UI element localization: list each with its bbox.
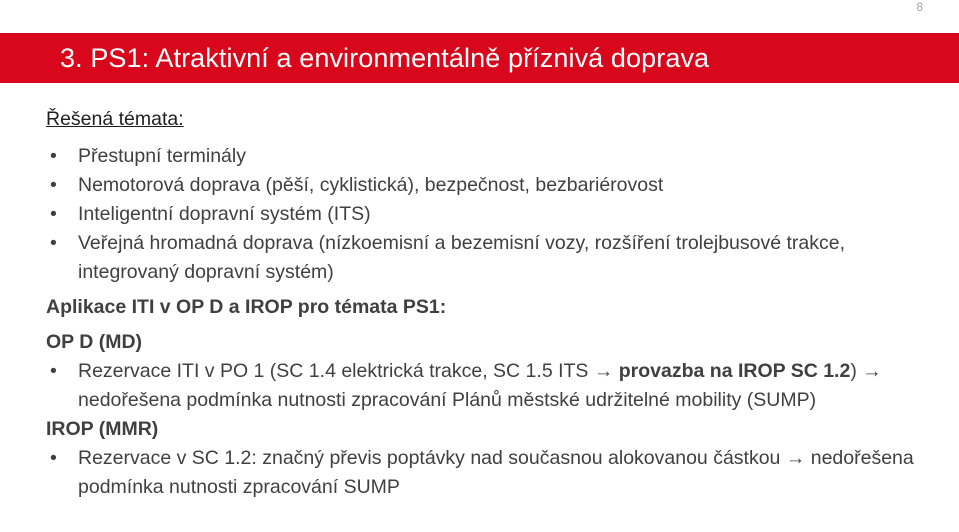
list-item: • Inteligentní dopravní systém (ITS)	[46, 200, 946, 229]
list-item: • Nemotorová doprava (pěší, cyklistická), bezpečnost, bezbariérovost	[46, 171, 946, 200]
opd-item-bold: provazba na IROP SC 1.2	[618, 360, 851, 382]
irop-list	[46, 444, 946, 502]
opd-item-text-1: Rezervace ITI v PO 1 (SC 1.4 elektrická trakce, SC 1.5 ITS →	[78, 360, 619, 382]
opd-list	[46, 357, 946, 415]
slide-content	[46, 105, 946, 502]
page-title: 3. PS1: Atraktivní a environmentálně příznivá doprava	[60, 42, 710, 73]
list-item: • Přestupní terminály	[46, 142, 946, 171]
solved-topics-heading: Řešená témata:	[46, 108, 184, 130]
opd-item-text-2: ) → nedořešena podmínka nutnosti zpracování Plánů městské udržitelné mobility (SUMP)	[78, 360, 882, 411]
list-item	[46, 357, 946, 415]
opd-heading: OP D (MD)	[46, 331, 143, 353]
title-bar	[0, 33, 959, 83]
solved-topics-list	[46, 142, 946, 287]
list-item: • Veřejná hromadná doprava (nízkoemisní a bezemisní vozy, rozšíření trolejbusové trakce, integrovaný dopravní systém)	[46, 229, 946, 287]
application-heading: Aplikace ITI v OP D a IROP pro témata PS1:	[46, 296, 447, 318]
page-number: 8	[916, 0, 923, 14]
irop-heading: IROP (MMR)	[46, 418, 159, 440]
list-item: • Rezervace v SC 1.2: značný převis poptávky nad současnou alokovanou částkou → nedořešena podmínka nutnosti zpracování SUMP	[46, 444, 946, 502]
